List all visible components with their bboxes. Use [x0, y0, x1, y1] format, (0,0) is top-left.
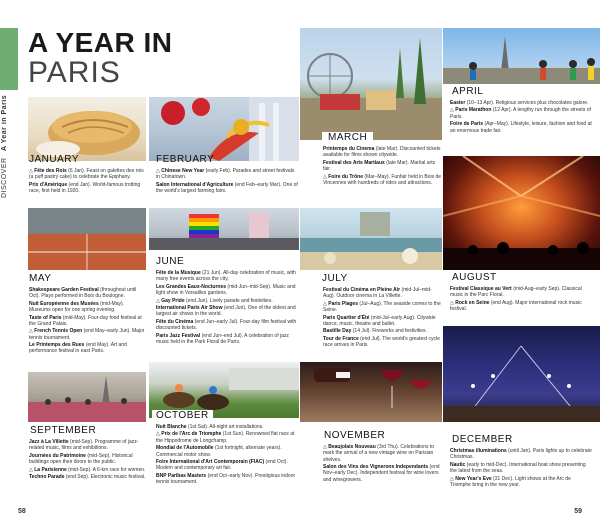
- event-item: BNP Paribas Masters (end Oct–early Nov). Prestigious indoor tennis tournament.: [156, 472, 296, 486]
- photo-galette: [28, 97, 146, 161]
- photo-rock-en-seine: [443, 156, 600, 270]
- event-item: Tour de France (end Jul). The world's greatest cycle race arrives in Paris.: [323, 335, 440, 349]
- side-running-head: [1, 95, 17, 255]
- event-item: △ Paris Marathon (12 Apr). A lengthy run through the streets of Paris.: [450, 107, 591, 120]
- march-events: [323, 146, 443, 187]
- event-item: Salon International d'Agriculture (end Feb–early Mar). One of the world's largest farming fairs.: [156, 181, 298, 195]
- photo-funfair: [300, 28, 442, 140]
- event-item: Festival des Arts Martiaux (late Mar). Martial arts fair.: [323, 159, 436, 173]
- event-item: △ Paris Plages (Jul–Aug). The seaside comes to the Seine.: [323, 300, 441, 314]
- photo-chinese-new-year: [149, 97, 299, 161]
- event-item: Fête du Cinéma (end Jun–early Jul). Four-day film festival with discounted tickets.: [156, 318, 297, 332]
- page-number-right: 59: [574, 508, 582, 515]
- month-heading-october: OCTOBER: [152, 410, 213, 422]
- event-item: Bastille Day (14 Jul). Fireworks and festivities.: [323, 328, 427, 335]
- event-item: Fête de la Musique (21 Jun). All-day celebration of music, with many free events across the city.: [156, 270, 296, 283]
- event-item: Salon des Vins des Vignerons Independants (end Nov–early Dec). Independent festival for wine lovers and winegrowers.: [323, 464, 440, 483]
- september-events: [29, 439, 147, 482]
- photo-marathon: [443, 28, 600, 84]
- photo-la-parisienne: [28, 372, 146, 422]
- month-heading-january: JANUARY: [29, 154, 79, 165]
- event-item: Taste of Paris (mid-May). Four-day food festival at the Grand Palais.: [29, 314, 142, 327]
- event-item: Nuit Européenne des Musées (mid-May). Museums open for one spring evening.: [29, 300, 125, 314]
- photo-christmas-lights: [443, 326, 600, 422]
- month-heading-march: MARCH: [322, 132, 373, 144]
- month-heading-june: JUNE: [151, 256, 189, 268]
- event-item: △ French Tennis Open (end May–early Jun). Major tennis tournament.: [29, 328, 145, 341]
- may-events: [29, 287, 145, 356]
- event-item: Mondial de l'Automobile (1st fortnight, alternate years). Commercial motor show.: [156, 445, 282, 458]
- event-item: International Paris Air Show (end Jun). One of the oldest and largest air shows in the world.: [156, 305, 296, 318]
- photo-paris-plages: [300, 208, 442, 270]
- event-item: Prix d'Amérique (end Jan). World-famous trotting race, first held in 1920.: [29, 181, 141, 195]
- april-events: [450, 100, 592, 135]
- event-item: Paris Jazz Festival (end Jun–end Jul). A celebration of jazz music held in the Park Floral de Paris.: [156, 332, 289, 345]
- event-item: Les Grandes Eaux-Nocturnes (mid-Jun–mid-Sep). Music and light show in Versailles gardens.: [156, 283, 296, 297]
- event-item: Paris Quartier d'Été (mid-Jul–early Aug). Citywide dance, music, theatre and ballet.: [323, 314, 436, 327]
- month-heading-may: MAY: [29, 273, 52, 284]
- event-item: Easter (10–13 Apr). Religious services plus chocolates galore.: [450, 100, 589, 106]
- event-item: △ Prix de l'Arc de Triomphe (1st Sun). Renowned flat race at the Hippodrome de Longchamp.: [156, 431, 295, 444]
- event-item: △ Beaujolais Nouveau (3rd Thu). Celebrations to mark the arrival of a new vintage wine on Parisian shelves.: [323, 444, 435, 463]
- month-heading-november: NOVEMBER: [320, 430, 389, 442]
- event-item: Le Printemps des Rues (end May). Art and performance festival in east Paris.: [29, 342, 127, 355]
- event-item: Techno Parade (end Sep). Electronic music festival.: [29, 474, 146, 481]
- event-item: Foire International d'Art Contemporain (FIAC) (end Oct). Modern and contemporary art fair.: [156, 459, 288, 472]
- event-item: Christmas illuminations (until Jan). Paris lights up to celebrate Christmas.: [450, 448, 592, 461]
- event-item: △ Fête des Rois (6 Jan). Feast on galettes des rois (a puff pastry cake) to celebrate the Epiphany.: [29, 168, 144, 181]
- event-item: Jazz à La Villette (mid-Sep). Programme of jazz-related music, films and exhibitions.: [29, 439, 139, 452]
- event-item: △ Foire du Trône (Mar–May). Funfair held in Bois de Vincennes with hundreds of rides and attractions.: [323, 173, 442, 186]
- photo-beaujolais: [300, 362, 442, 422]
- event-item: △ La Parisienne (mid-Sep). A 6-km race for women.: [29, 466, 146, 473]
- event-item: △ Rock en Seine (end Aug). Major international rock music festival.: [450, 299, 582, 313]
- side-label-prefix: DISCOVER: [1, 157, 8, 199]
- page-number-left: 58: [18, 508, 26, 515]
- page-title-line1: A YEAR IN: [28, 27, 173, 58]
- january-events: [29, 168, 145, 196]
- page-title-line2: PARIS: [28, 56, 121, 89]
- event-item: △ Gay Pride (end Jun). Lively parade and festivities.: [156, 297, 273, 304]
- november-events: [323, 444, 443, 484]
- month-heading-april: APRIL: [448, 86, 487, 98]
- side-label-bold: A Year in Paris: [1, 95, 8, 152]
- event-item: Nautic (early to mid-Dec). International boat show presenting the latest from the seas.: [450, 461, 586, 475]
- month-heading-december: DECEMBER: [448, 434, 517, 446]
- october-events: [156, 424, 298, 487]
- month-heading-august: AUGUST: [448, 272, 501, 284]
- month-heading-february: FEBRUARY: [156, 154, 215, 165]
- event-item: Festival Classique au Vert (mid-Aug–early Sep). Classical music in the Parc Floral.: [450, 286, 582, 299]
- photo-gay-pride: [149, 208, 299, 250]
- december-events: [450, 448, 592, 489]
- february-events: [156, 168, 298, 196]
- month-heading-july: JULY: [322, 273, 348, 284]
- month-heading-september: SEPTEMBER: [30, 425, 97, 436]
- event-item: Shakespeare Garden Festival (throughout until Oct). Plays performed in Bois du Boulogne.: [29, 287, 137, 300]
- event-item: △ Chinese New Year (early Feb). Parades and street festivals in Chinatown.: [156, 168, 295, 181]
- event-item: △ New Year's Eve (31 Dec). Light shows at the Arc de Triomphe bring in the new year.: [450, 475, 571, 488]
- photo-tennis: [28, 208, 146, 270]
- event-item: Printemps du Cinema (late Mar). Discounted tickets available for films shown citywide.: [323, 146, 441, 159]
- event-item: Festival du Cinéma en Pleine Air (mid-Jul–mid-Aug). Outdoor cinema in La Villette.: [323, 287, 432, 300]
- june-events: [156, 270, 298, 346]
- july-events: [323, 287, 443, 350]
- section-tab: [0, 28, 18, 90]
- event-item: Nuit Blanche (1st Sat). All-night art installations.: [156, 424, 264, 430]
- event-item: Foire de Paris (Apr–May). Lifestyle, leisure, fashion and food at an enormous trade fair.: [450, 121, 592, 134]
- event-item: Journées du Patrimoine (mid-Sep). Historical buildings open their doors to the public.: [29, 452, 133, 466]
- august-events: [450, 286, 592, 314]
